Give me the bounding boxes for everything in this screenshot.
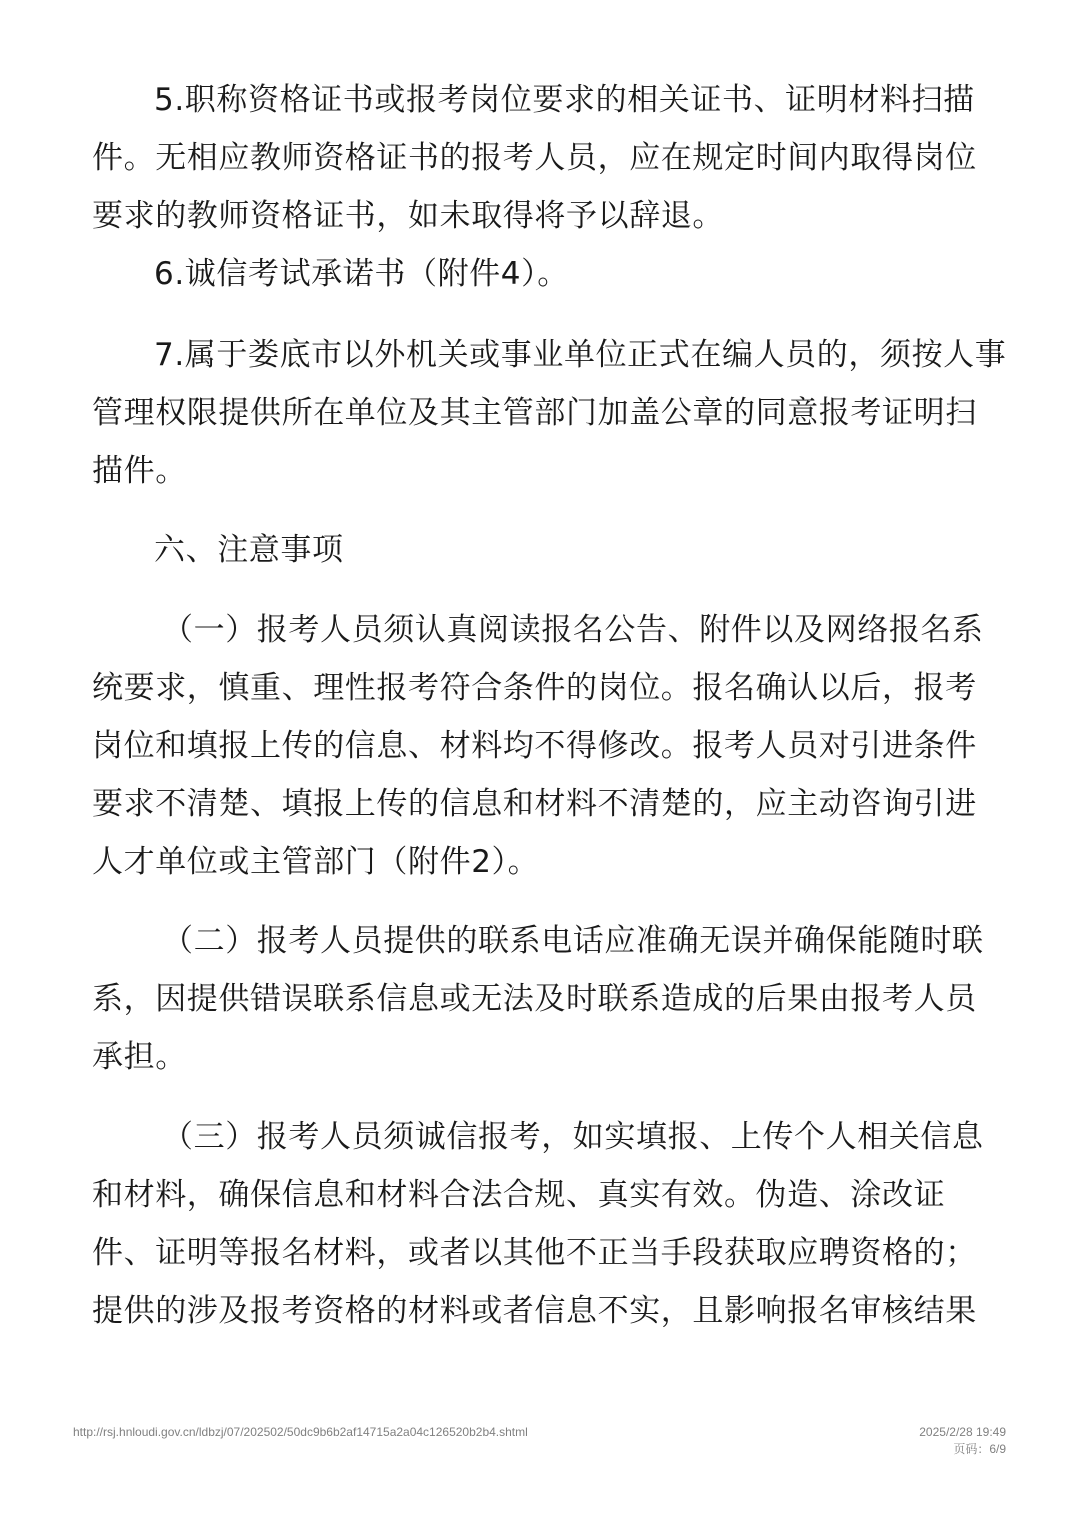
text-line: 系，因提供错误联系信息或无法及时联系造成的后果由报考人员 [92, 981, 977, 1017]
text-line: 描件。 [92, 453, 187, 489]
text-line-point2: （二）报考人员提供的联系电话应准确无误并确保能随时联 [162, 923, 984, 959]
text-line-item7: 7.属于娄底市以外机关或事业单位正式在编人员的，须按人事 [154, 337, 1007, 373]
text-line: 提供的涉及报考资格的材料或者信息不实，且影响报名审核结果 [92, 1293, 977, 1329]
footer-datetime: 2025/2/28 19:49 [919, 1425, 1006, 1439]
text-line: 件、证明等报名材料，或者以其他不正当手段获取应聘资格的； [92, 1235, 977, 1271]
section-heading: 六、注意事项 [154, 532, 344, 568]
text-line: 和材料，确保信息和材料合法合规、真实有效。伪造、涂改证 [92, 1177, 946, 1213]
text-line-item6: 6.诚信考试承诺书（附件4）。 [154, 256, 569, 292]
text-line-item5: 5.职称资格证书或报考岗位要求的相关证书、证明材料扫描 [154, 82, 975, 118]
text-line: 管理权限提供所在单位及其主管部门加盖公章的同意报考证明扫 [92, 395, 977, 431]
footer-page-number: 页码：6/9 [953, 1442, 1006, 1456]
text-line: 岗位和填报上传的信息、材料均不得修改。报考人员对引进条件 [92, 728, 977, 764]
text-line: 要求不清楚、填报上传的信息和材料不清楚的，应主动咨询引进 [92, 786, 977, 822]
text-line: 承担。 [92, 1039, 187, 1075]
text-line: 人才单位或主管部门（附件2）。 [92, 844, 540, 880]
footer-url: http://rsj.hnloudi.gov.cn/ldbzj/07/202502/50dc9b6b2af14715a2a04c126520b2b4.shtml [73, 1425, 528, 1439]
text-line: 件。无相应教师资格证书的报考人员，应在规定时间内取得岗位 [92, 140, 977, 176]
text-line: 统要求，慎重、理性报考符合条件的岗位。报名确认以后，报考 [92, 670, 977, 706]
text-line-point1: （一）报考人员须认真阅读报名公告、附件以及网络报名系 [162, 612, 984, 648]
text-line-point3: （三）报考人员须诚信报考，如实填报、上传个人相关信息 [162, 1119, 984, 1155]
text-line: 要求的教师资格证书，如未取得将予以辞退。 [92, 198, 724, 234]
